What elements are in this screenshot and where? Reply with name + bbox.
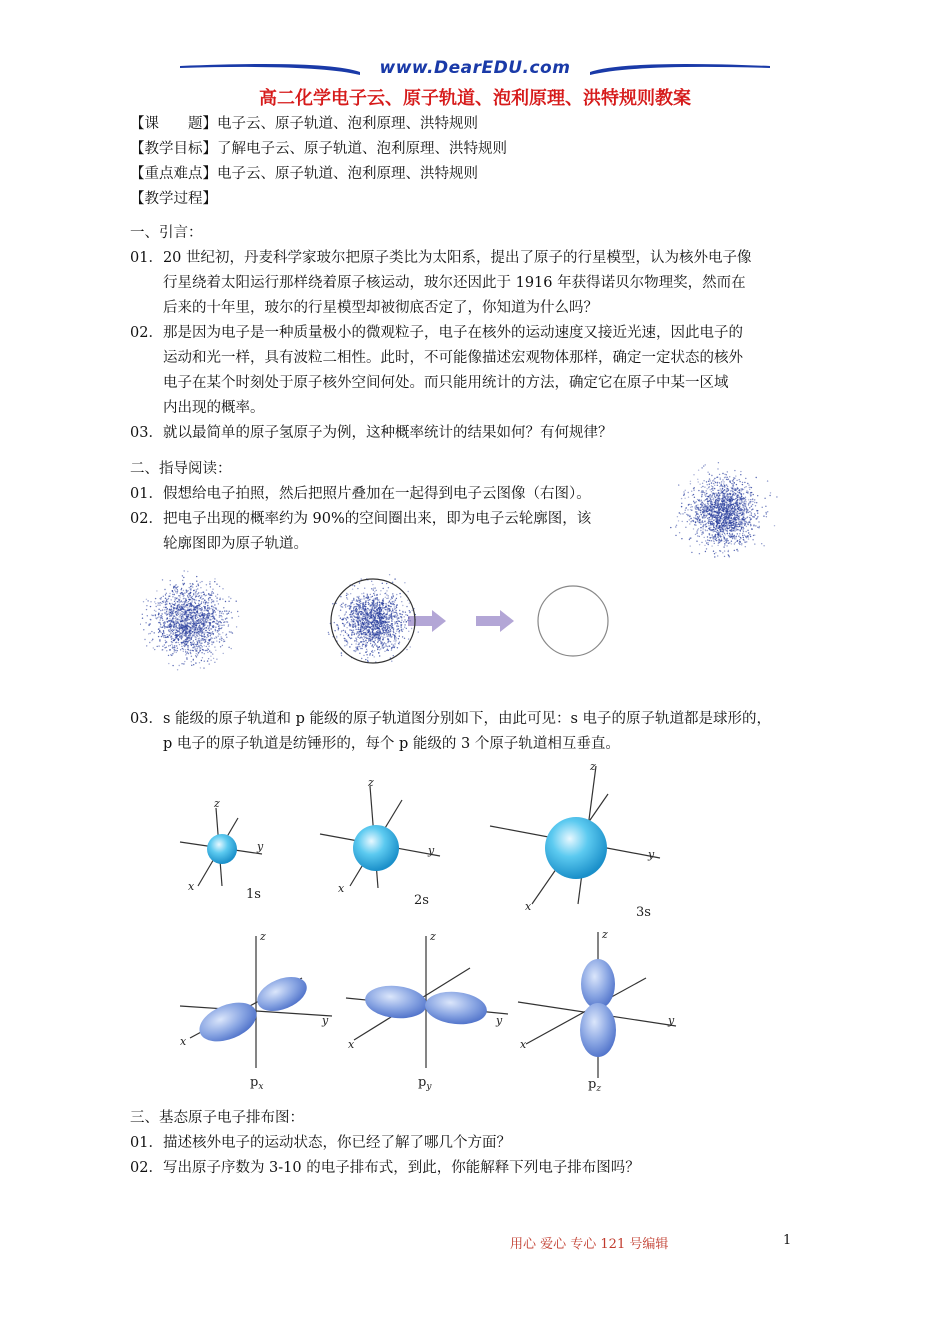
s2-p1: 01．假想给电子拍照，然后把照片叠加在一起得到电子云图像（右图）。 [130,486,591,502]
meta-keypoints: 【重点难点】电子云、原子轨道、泡利原理、洪特规则 [130,166,478,182]
site-logo: www.DearEDU.com [379,58,571,78]
page-number: 1 [783,1233,792,1248]
s-orbitals-figure [170,758,690,928]
section3-heading: 三、基态原子电子排布图： [130,1110,304,1126]
s1-p1-line1: 01．20 世纪初，丹麦科学家玻尔把原子类比为太阳系，提出了原子的行星模型，认为核外电子像 [130,250,752,266]
s1-p2-line1: 02．那是因为电子是一种质量极小的微观粒子，电子在核外的运动速度又接近光速，因此电子的 [130,325,743,341]
section2-heading: 二、指导阅读： [130,461,232,477]
meta-process: 【教学过程】 [130,191,217,207]
cloud-to-contour-figure [140,568,620,678]
s1-p2-line4: 内出现的概率。 [163,400,265,416]
label-pz: $p_z$ [588,1077,602,1094]
orbital-3s [490,760,660,920]
orbital-outline-circle [538,586,608,656]
s1-p3: 03．就以最简单的原子氢原子为例，这种概率统计的结果如何？有何规律？ [130,425,613,441]
s1-p2-line2: 运动和光一样，具有波粒二相性。此时，不可能像描述宏观物体那样，确定一定状态的核外 [163,350,743,366]
orbital-px [180,930,332,1092]
s2-p2-line2: 轮廓图即为原子轨道。 [163,536,308,552]
s2-p2-line1: 02．把电子出现的概率约为 90%的空间圈出来，即为电子云轮廓图，该 [130,511,592,527]
page-title: 高二化学电子云、原子轨道、泡利原理、洪特规则教案 [259,88,691,109]
s3-p2: 02．写出原子序数为 3-10 的电子排布式，到此，你能解释下列电子排布图吗？ [130,1160,640,1176]
meta-goal: 【教学目标】了解电子云、原子轨道、泡利原理、洪特规则 [130,141,507,157]
electron-cloud-image [664,455,784,575]
section1-heading: 一、引言： [130,225,203,241]
orbital-2s [320,776,440,908]
p-orbitals-figure [170,928,690,1098]
orbital-pz [518,928,676,1094]
label-px: $p_x$ [250,1075,264,1092]
footer-text: 用心 爱心 专心 121 号编辑 [510,1237,669,1252]
s2-p3-line1: 03．s 能级的原子轨道和 p 能级的原子轨道图分别如下，由此可见：s 电子的原子轨道都是球形的， [130,711,772,727]
orbital-py [346,930,508,1092]
s3-p1: 01．描述核外电子的运动状态，你已经了解了哪几个方面？ [130,1135,511,1151]
orbital-1s [180,797,264,902]
meta-topic: 【课 题】电子云、原子轨道、泡利原理、洪特规则 [130,116,478,132]
s1-p1-line2: 行星绕着太阳运行那样绕着原子核运动，玻尔还因此于 1916 年获得诺贝尔物理奖，然而在 [163,275,746,291]
label-py: $p_y$ [418,1075,432,1092]
electron-cloud-dots [670,462,778,558]
s1-p1-line3: 后来的十年里，玻尔的行星模型却被彻底否定了，你知道为什么吗？ [163,300,598,316]
s1-p2-line3: 电子在某个时刻处于原子核外空间何处。而只能用统计的方法，确定它在原子中某一区域 [163,375,729,391]
arrow-right-icon [476,610,514,632]
s2-p3-line2: p 电子的原子轨道是纺锤形的，每个 p 能级的 3 个原子轨道相互垂直。 [163,736,620,752]
electron-cloud-dots [140,570,239,670]
